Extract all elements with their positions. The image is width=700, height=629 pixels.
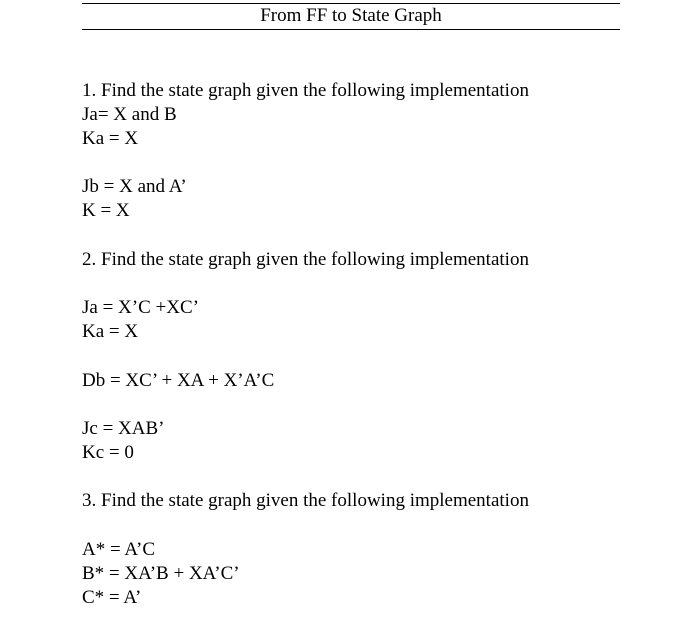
problem-3-equation-a: A* = A’C — [82, 539, 156, 560]
problem-1-equation-ka: Ka = X — [82, 128, 139, 149]
page-title: From FF to State Graph — [260, 5, 442, 26]
problem-1-equation-k: K = X — [82, 200, 130, 221]
title-bottom-rule — [82, 29, 620, 30]
problem-2-equation-jc: Jc = XAB’ — [82, 418, 165, 439]
problem-2-heading: 2. Find the state graph given the following implementation — [82, 249, 529, 270]
problem-2-equation-ka: Ka = X — [82, 321, 139, 342]
problem-1-equation-jb: Jb = X and A’ — [82, 176, 187, 197]
problem-2-equation-kc: Kc = 0 — [82, 442, 134, 463]
problem-1-equation-ja: Ja= X and B — [82, 104, 177, 125]
problem-3-equation-b: B* = XA’B + XA’C’ — [82, 563, 240, 584]
problem-1-heading: 1. Find the state graph given the following implementation — [82, 80, 529, 101]
problem-2-equation-db: Db = XC’ + XA + X’A’C — [82, 370, 275, 391]
problem-3-equation-c: C* = A’ — [82, 587, 142, 608]
problem-3-heading: 3. Find the state graph given the following implementation — [82, 490, 529, 511]
problem-2-equation-ja: Ja = X’C +XC’ — [82, 297, 199, 318]
